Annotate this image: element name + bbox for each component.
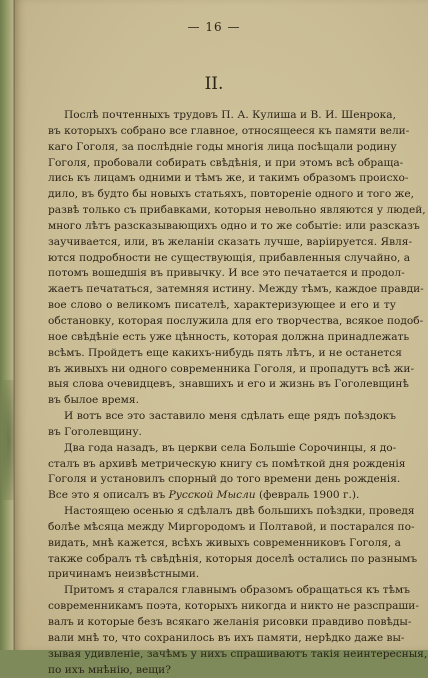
text-line: валъ и которые безъ всякаго желанія рисовки правдиво повѣды- <box>48 616 412 628</box>
text-line: жаетъ печататься, затемняя истину. Между тѣмъ, каждое правди- <box>48 283 424 296</box>
text-line: вали мнѣ то, что сохранилось въ ихъ памяти, нерѣдко даже вы- <box>48 631 405 644</box>
text-line: выя слова очевидцевъ, знавшихъ и его и жизнь въ Гоголевщинѣ <box>48 378 409 391</box>
text-line: каго Гоголя, за послѣдніе годы многія лица посѣщали родину <box>48 140 397 153</box>
text-line: дило, въ будто бы новыхъ статьяхъ, повтореніе одного и того же, <box>48 188 414 201</box>
book-gutter <box>13 0 15 650</box>
text-line: причинамъ неизвѣстными. <box>48 568 200 581</box>
text-line: потомъ вошедшія въ привычку. И все это печатается и продол- <box>48 267 405 280</box>
text-line: много лѣтъ разсказывающихъ одно и то же событіе: или разсказъ <box>48 219 420 232</box>
text-line: Настоящею осенью я сдѣлалъ двѣ большихъ поѣздки, проведя <box>64 505 415 518</box>
citation-date: (февраль 1900 г.). <box>255 489 360 502</box>
text-line: заучивается, или, въ желаніи сказать лучше, варіируется. Явля- <box>48 235 413 248</box>
text-line: Гоголя, пробовали собирать свѣдѣнія, и при этомъ всѣ обраща- <box>48 156 404 169</box>
text-line: Послѣ почтенныхъ трудовъ П. А. Кулиша и В. И. Шенрока, <box>64 109 396 121</box>
text-line-citation <box>48 488 396 504</box>
text-line: ются подробности не существующія, прибавленныя случайно, а <box>48 251 411 264</box>
text-line: современникамъ поэта, которыхъ никогда и никто не разспраши- <box>48 600 419 613</box>
text-line: въ Гоголевщину. <box>48 425 142 438</box>
text-line: также собралъ тѣ свѣдѣнія, которыя доселѣ остались по разнымъ <box>48 552 418 565</box>
text-line: Два года назадъ, въ церкви села Большіе Сорочинцы, я до- <box>64 441 397 454</box>
text-line: видать, мнѣ кажется, всѣхъ живыхъ современниковъ Гоголя, а <box>48 536 401 549</box>
journal-title: Русской Мысли <box>168 489 256 502</box>
page-number: — 16 — <box>187 20 241 34</box>
text-line: Гоголя и установилъ спорный до того времени день рожденія. <box>48 473 401 486</box>
text-line: лись къ лицамъ одними и тѣмъ же, и такимъ образомъ происхо- <box>48 172 409 185</box>
text-line: ное свѣдѣніе есть уже цѣнность, которая должна принадлежать <box>48 330 410 343</box>
citation-prefix: Все это я описалъ въ <box>48 489 169 502</box>
text-line: обстановку, которая послужила для его творчества, всякое подоб- <box>48 314 424 327</box>
text-line: въ былое время. <box>48 394 139 407</box>
text-line: въ которыхъ собрано все главное, относящееся къ памяти вели- <box>48 124 410 137</box>
text-line: Притомъ я старался главнымъ образомъ обращаться къ тѣмъ <box>64 584 410 597</box>
text-line: развѣ только съ прибавками, которыя невольно являются у людей, <box>48 204 426 217</box>
text-line: вое слово о великомъ писателѣ, характеризующее и его и ту <box>48 299 396 312</box>
text-line: И вотъ все это заставило меня сдѣлать еще рядъ поѣздокъ <box>64 410 396 423</box>
section-heading: II. <box>204 74 224 94</box>
body-text <box>48 108 428 678</box>
text-line: всѣмъ. Пройдетъ еще какихъ-нибудь пять лѣтъ, и не останется <box>48 346 402 359</box>
text-line: болѣе мѣсяца между Миргородомъ и Полтавой, и постарался по- <box>48 520 415 533</box>
text-line: въ живыхъ ни одного современника Гоголя, и пропадутъ всѣ жи- <box>48 362 415 375</box>
text-line: по ихъ мнѣнію, вещи? <box>48 663 171 676</box>
text-line: сталъ въ архивѣ метрическую книгу съ помѣткой дня рожденія <box>48 457 406 470</box>
text-line: зывая удивленіе, зачѣмъ у нихъ спрашиваютъ такія неинтересныя, <box>48 647 428 660</box>
